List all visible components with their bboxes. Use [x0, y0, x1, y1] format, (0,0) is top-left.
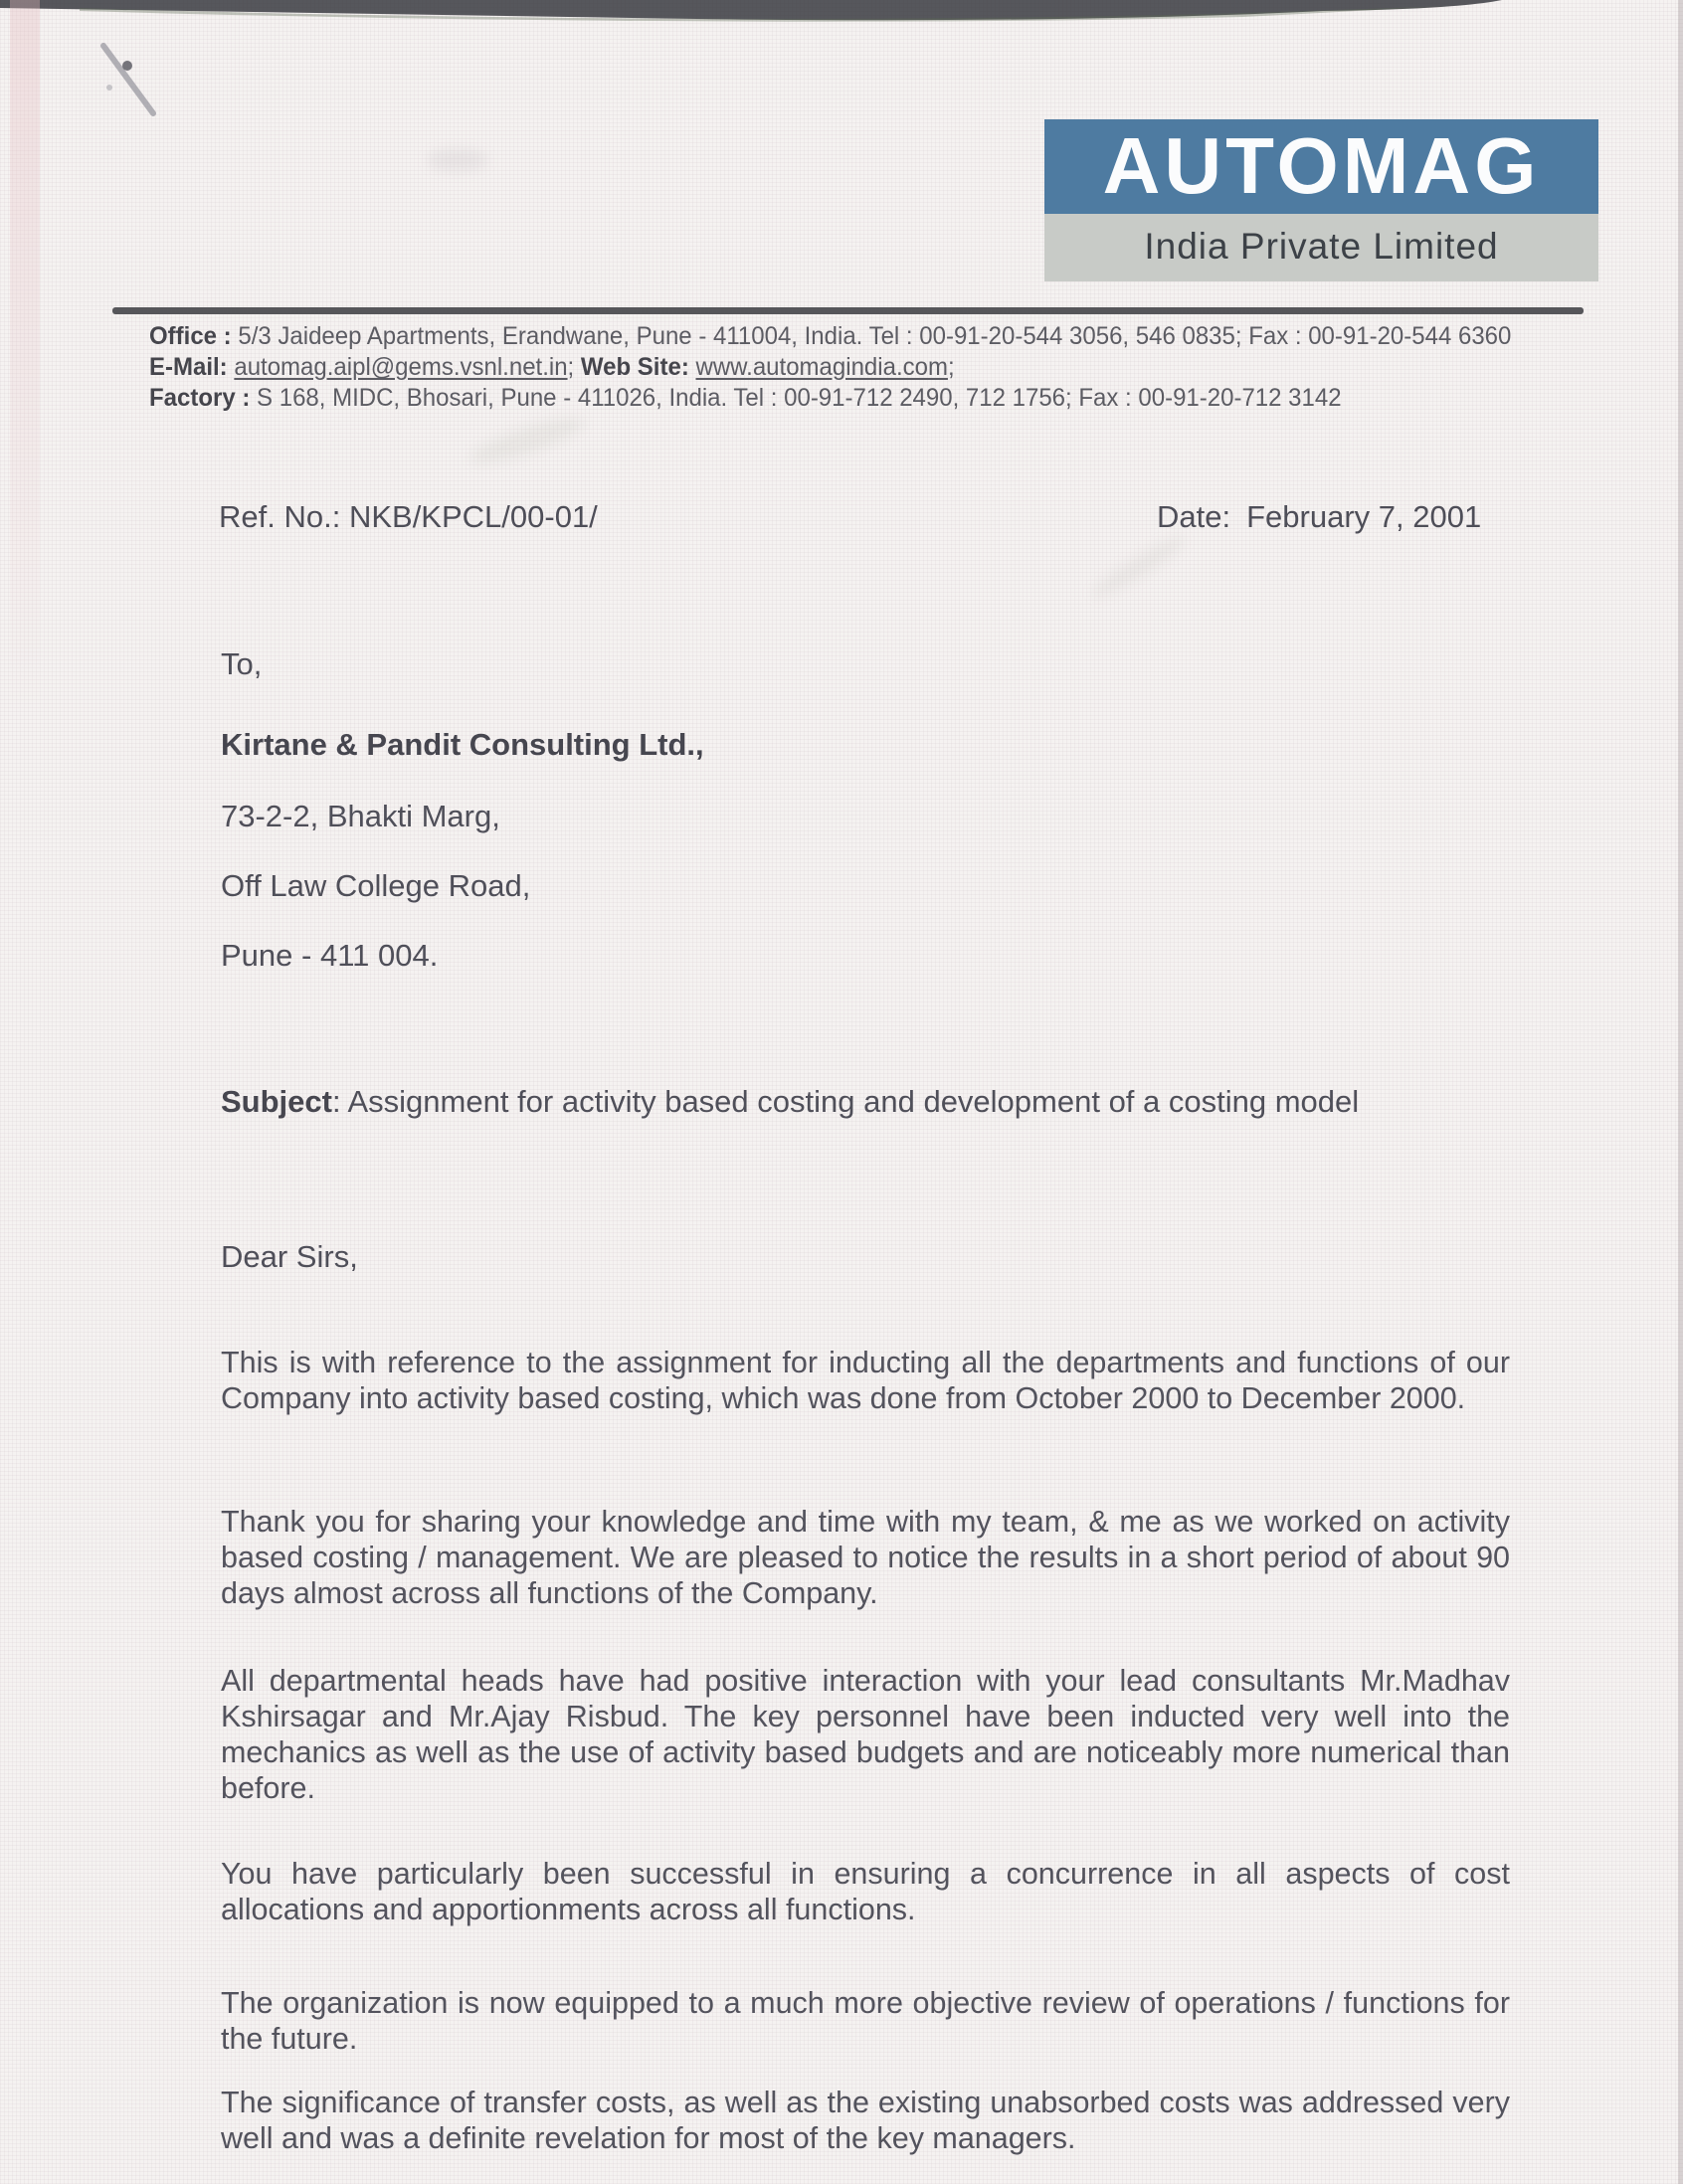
recipient-to: To,	[221, 646, 263, 681]
recipient-address-line-3: Pune - 411 004.	[221, 938, 439, 973]
company-logo-subtitle: India Private Limited	[1044, 214, 1598, 281]
scan-smudge	[428, 149, 487, 171]
factory-label: Factory :	[149, 384, 251, 412]
factory-text: S 168, MIDC, Bhosari, Pune - 411026, India. Tel : 00-91-712 2490, 712 1756; Fax : 00-91-20-712 3142	[257, 384, 1342, 412]
date-label: Date:	[1157, 499, 1231, 534]
scan-left-edge-artifact	[10, 0, 40, 716]
body-paragraph: The organization is now equipped to a much more objective review of operations / functions for the future.	[221, 1986, 1510, 2056]
body-paragraph: You have particularly been successful in ensuring a concurrence in all aspects of cost allocations and apportionments across all functions.	[221, 1857, 1510, 1926]
recipient-address-line-1: 73-2-2, Bhakti Marg,	[221, 799, 500, 833]
recipient-address-line-2: Off Law College Road,	[221, 868, 531, 903]
website-label: Web Site:	[580, 353, 689, 381]
website-url: www.automagindia.com	[695, 353, 948, 381]
greeting: Dear Sirs,	[221, 1239, 358, 1274]
reference-date-row	[219, 499, 1512, 535]
company-logo-wordmark: AUTOMAG	[1044, 119, 1598, 214]
body-paragraph: All departmental heads have had positive interaction with your lead consultants Mr.Madhav Kshirsagar and Mr.Ajay Risbud. The key personnel have been inducted very well into the mechanics as well as the use of activity based budgets and are noticeably more numerical than before.	[221, 1664, 1510, 1805]
letterhead-divider	[112, 307, 1584, 314]
body-paragraph: Thank you for sharing your knowledge and time with my team, & me as we worked on activity based costing / management. We are pleased to notice the results in a short period of about 90 days almost across all functions of the Company.	[221, 1505, 1510, 1610]
scan-smudge	[467, 410, 588, 471]
office-address-line	[149, 321, 1511, 351]
company-logo	[1044, 119, 1598, 281]
office-text: 5/3 Jaideep Apartments, Erandwane, Pune - 411004, India. Tel : 00-91-20-544 3056, 546 0835; Fax : 00-91-20-544 6360	[238, 322, 1512, 350]
office-label: Office :	[149, 322, 232, 350]
date-value: February 7, 2001	[1246, 499, 1482, 534]
subject-label: Subject	[221, 1084, 332, 1119]
subject-line	[221, 1084, 1359, 1120]
separator: ;	[947, 353, 955, 381]
subject-text: : Assignment for activity based costing and development of a costing model	[331, 1084, 1360, 1119]
ref-label: Ref. No.:	[219, 499, 341, 534]
scan-right-edge-artifact	[1678, 0, 1683, 2184]
body-paragraph: The significance of transfer costs, as well as the existing unabsorbed costs was addressed very well and was a definite revelation for most of the key managers.	[221, 2086, 1510, 2155]
scan-smudge	[1087, 529, 1191, 604]
recipient-name: Kirtane & Pandit Consulting Ltd.,	[221, 727, 704, 762]
date-block	[1157, 499, 1481, 535]
email-web-line	[149, 352, 955, 382]
factory-address-line	[149, 383, 1342, 413]
separator: ;	[567, 353, 575, 381]
email-label: E-Mail:	[149, 353, 228, 381]
staple-scratch-mark	[95, 36, 165, 121]
ref-number: NKB/KPCL/00-01/	[348, 499, 598, 534]
body-paragraph: This is with reference to the assignment for inducting all the departments and functions of our Company into activity based costing, which was done from October 2000 to December 2000.	[221, 1346, 1510, 1415]
email-address: automag.aipl@gems.vsnl.net.in	[234, 353, 568, 381]
scan-top-edge-artifact	[0, 0, 1683, 34]
